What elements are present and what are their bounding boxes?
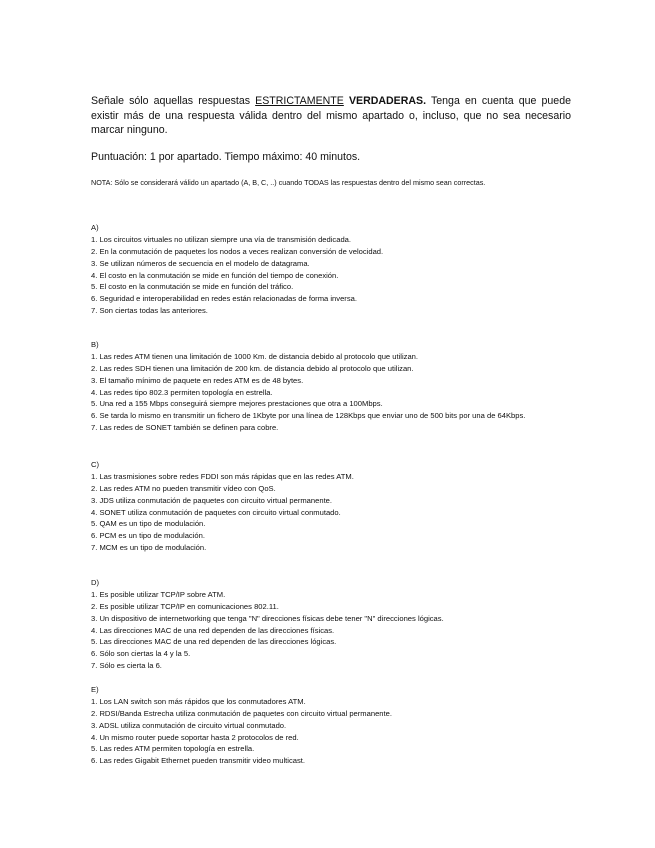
question-item: 1. Es posible utilizar TCP/IP sobre ATM. xyxy=(91,590,226,599)
question-item: 3. El tamaño mínimo de paquete en redes ATM es de 48 bytes. xyxy=(91,375,304,385)
question-item: 3. ADSL utiliza conmutación de circuito virtual conmutado. xyxy=(91,720,287,730)
question-item: 1. Los LAN switch son más rápidos que los conmutadores ATM. xyxy=(91,697,306,706)
section-title: C) xyxy=(91,460,100,469)
section-e xyxy=(91,684,571,767)
question-item: 4. Las redes tipo 802.3 permiten topología en estrella. xyxy=(91,387,273,397)
question-item: 5. El costo en la conmutación se mide en función del tráfico. xyxy=(91,282,294,292)
strictly-underlined: ESTRICTAMENTE xyxy=(255,95,344,107)
question-item: 6. PCM es un tipo de modulación. xyxy=(91,531,205,541)
question-item: 5. Las redes ATM permiten topología en estrella. xyxy=(91,744,255,754)
section-title: E) xyxy=(91,685,99,694)
question-item: 2. Es posible utilizar TCP/IP en comunicaciones 802.11. xyxy=(91,601,279,611)
question-item: 6. Las redes Gigabit Ethernet pueden transmitir video multicast. xyxy=(91,756,306,766)
question-item: 4. El costo en la conmutación se mide en función del tiempo de conexión. xyxy=(91,270,339,280)
question-item: 7. Son ciertas todas las anteriores. xyxy=(91,306,208,316)
question-item: 5. QAM es un tipo de modulación. xyxy=(91,519,206,529)
section-title: A) xyxy=(91,223,99,232)
section-title: B) xyxy=(91,340,99,349)
true-bold: VERDADERAS. xyxy=(348,95,427,107)
question-item: 3. JDS utiliza conmutación de paquetes con circuito virtual permanente. xyxy=(91,495,333,505)
section-c xyxy=(91,459,571,554)
note-text: NOTA: Sólo se considerará válido un apartado (A, B, C, ..) cuando TODAS las respuestas dentro del mismo sean correctas. xyxy=(91,178,486,187)
question-item: 4. Las direcciones MAC de una red dependen de las direcciones físicas. xyxy=(91,625,335,635)
question-item: 1. Las trasmisiones sobre redes FDDI son más rápidas que en las redes ATM. xyxy=(91,472,354,481)
question-item: 2. Las redes ATM no pueden transmitir vídeo con QoS. xyxy=(91,483,276,493)
question-item: 6. Sólo son ciertas la 4 y la 5. xyxy=(91,649,191,659)
section-title: D) xyxy=(91,578,100,587)
question-item: 1. Los circuitos virtuales no utilizan siempre una vía de transmisión dedicada. xyxy=(91,235,352,244)
instructions-paragraph xyxy=(91,94,571,138)
section-b xyxy=(91,339,571,434)
section-a xyxy=(91,222,571,317)
instructions-text-start: Señale sólo aquellas respuestas xyxy=(91,95,256,107)
section-d xyxy=(91,577,571,672)
question-item: 2. Las redes SDH tienen una limitación de 200 km. de distancia debido al protocolo que utilizan. xyxy=(91,363,414,373)
question-item: 5. Las direcciones MAC de una red dependen de las direcciones lógicas. xyxy=(91,637,337,647)
question-item: 3. Un dispositivo de internetworking que tenga "N" direcciones físicas debe tener "N" direcciones lógicas. xyxy=(91,613,444,623)
instructions-text-end: Tenga en cuenta que puede existir más de una respuesta válida dentro del mismo apartado o, incluso, que no sea necesario marcar ninguno. xyxy=(91,95,571,137)
question-item: 6. Se tarda lo mismo en transmitir un fichero de 1Kbyte por una línea de 128Kbps que enviar uno de 500 bits por una de 64Kbps. xyxy=(91,411,526,421)
question-item: 4. SONET utiliza conmutación de paquetes con circuito virtual conmutado. xyxy=(91,507,341,517)
question-item: 6. Seguridad e interoperabilidad en redes están relacionadas de forma inversa. xyxy=(91,294,357,304)
question-item: 5. Una red a 155 Mbps conseguirá siempre mejores prestaciones que otra a 100Mbps. xyxy=(91,399,383,409)
question-item: 7. MCM es un tipo de modulación. xyxy=(91,543,207,553)
question-item: 2. RDSI/Banda Estrecha utiliza conmutación de paquetes con circuito virtual permanente. xyxy=(91,708,392,718)
question-item: 2. En la conmutación de paquetes los nodos a veces realizan conversión de velocidad. xyxy=(91,246,384,256)
question-item: 7. Sólo es cierta la 6. xyxy=(91,661,162,671)
score-line: Puntuación: 1 por apartado. Tiempo máximo: 40 minutos. xyxy=(91,151,361,163)
question-item: 1. Las redes ATM tienen una limitación de 1000 Km. de distancia debido al protocolo que utilizan. xyxy=(91,352,419,361)
question-item: 3. Se utilizan números de secuencia en el modelo de datagrama. xyxy=(91,258,310,268)
question-item: 4. Un mismo router puede soportar hasta 2 protocolos de red. xyxy=(91,732,299,742)
question-item: 7. Las redes de SONET también se definen para cobre. xyxy=(91,423,279,433)
